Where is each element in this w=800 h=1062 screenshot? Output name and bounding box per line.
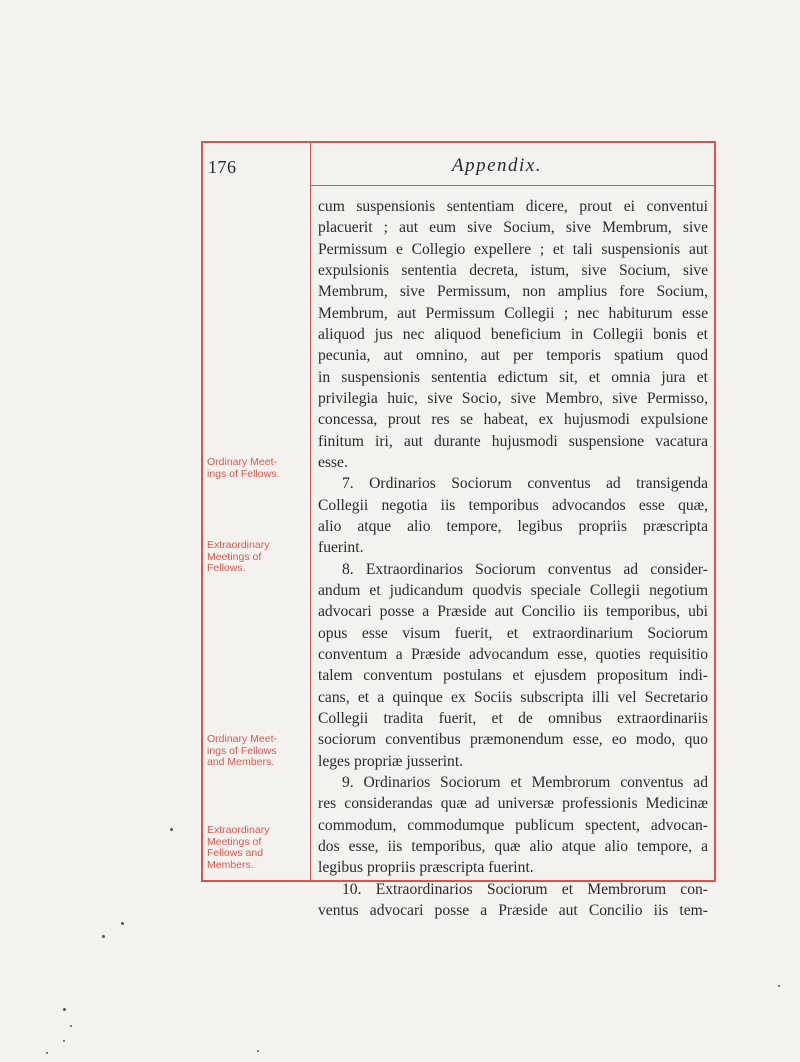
sidenote-line: Ordinary Meet- bbox=[207, 733, 278, 745]
sidenote-line: Fellows and bbox=[207, 847, 264, 859]
text-line: aliquod jus nec aliquod beneficium in Collegii bonis et bbox=[318, 325, 708, 343]
sidenote-line: ings of Fellows bbox=[207, 744, 277, 757]
text-line: Membrum, aut Permissum Collegii ; nec habiturum esse bbox=[318, 304, 708, 322]
sidenote-line: Members. bbox=[207, 858, 254, 871]
running-head: Appendix. bbox=[452, 155, 543, 176]
sidenote-line: Meetings of bbox=[207, 550, 262, 563]
text-line: andum et judicandum quodvis speciale Collegii negotium bbox=[318, 581, 708, 599]
text-line: sociorum conventibus præmonendum esse, eo modo, quo bbox=[318, 731, 708, 749]
paper-speck bbox=[63, 1008, 66, 1011]
text-line: finitum iri, aut durante hujusmodi suspensione vacatura bbox=[318, 432, 708, 450]
text-line: cum suspensionis sententiam dicere, prout ei conventui bbox=[318, 198, 708, 215]
text-line: Collegii negotia iis temporibus advocandos esse quæ, bbox=[318, 496, 708, 514]
sidenote-extraordinary-meetings-fellows-members bbox=[207, 825, 307, 871]
paper-speck bbox=[46, 1052, 48, 1054]
text-line: talem conventum postulans et ejusdem propositum indi- bbox=[318, 667, 708, 685]
text-line: fuerint. bbox=[318, 539, 364, 557]
paper-speck bbox=[257, 1050, 259, 1052]
text-line: in suspensionis sententia edictum sit, et omnia jura et bbox=[318, 368, 708, 386]
sidenote-line: Meetings of bbox=[207, 835, 262, 848]
paper-speck bbox=[121, 922, 124, 925]
margin-divider-line bbox=[310, 141, 311, 882]
text-line: leges propriæ jusserint. bbox=[318, 752, 464, 770]
text-line: conventum a Præside advocandum esse, quoties requisitio bbox=[318, 645, 708, 663]
text-line: Collegii tradita fuerit, et de omnibus extraordinariis bbox=[318, 709, 708, 727]
text-line: expulsionis sententia decreta, istum, sive Socium, sive bbox=[318, 261, 708, 279]
text-line: advocari posse a Præside aut Concilio iis temporibus, ubi bbox=[318, 603, 708, 621]
paper-speck bbox=[102, 935, 105, 938]
sidenote-line: Extraordinary bbox=[207, 824, 270, 836]
sidenote-line: and Members. bbox=[207, 756, 275, 768]
page-number: 176 bbox=[208, 157, 237, 177]
paper-speck bbox=[170, 828, 173, 831]
text-line: opus esse visum fuerit, et extraordinarium Sociorum bbox=[318, 624, 708, 642]
text-line: alio atque alio tempore, legibus propriis præscripta bbox=[318, 517, 708, 535]
text-line: pecunia, aut omnino, aut per temporis spatium quod bbox=[318, 347, 708, 365]
paragraph-8-start: 8. Extraordinarios Sociorum conventus ad consider- bbox=[342, 560, 708, 578]
header-rule bbox=[310, 185, 716, 186]
paper-speck bbox=[70, 1025, 72, 1027]
sidenote-line: Fellows. bbox=[207, 562, 246, 574]
text-line: Membrum, sive Permissum, non amplius fore Socium, bbox=[318, 283, 708, 301]
paper-speck bbox=[63, 1040, 65, 1042]
paragraph-9-start: 9. Ordinarios Sociorum et Membrorum conventus ad bbox=[342, 773, 708, 791]
text-line: cans, et a quinque ex Sociis subscripta illi vel Secretario bbox=[318, 688, 708, 706]
paragraph-10-start: 10. Extraordinarios Sociorum et Membrorum con- bbox=[342, 880, 708, 898]
sidenote-ordinary-meetings-fellows-members bbox=[207, 734, 307, 769]
sidenote-extraordinary-meetings-fellows bbox=[207, 540, 307, 575]
sidenote-ordinary-meetings-fellows bbox=[207, 457, 307, 480]
text-line: esse. bbox=[318, 453, 348, 471]
text-line: privilegia huic, sive Socio, sive Membro, sive Permisso, bbox=[318, 389, 708, 407]
text-line: placuerit ; aut eum sive Socium, sive Membrum, sive bbox=[318, 219, 708, 237]
paragraph-7-start: 7. Ordinarios Sociorum conventus ad transigenda bbox=[342, 475, 708, 493]
text-line: commodum, commodumque publicum spectent, advocan- bbox=[318, 816, 708, 834]
sidenote-line: Ordinary Meet- bbox=[207, 456, 278, 468]
text-line: dos esse, iis temporibus, quæ alio atque alio tempore, a bbox=[318, 837, 708, 855]
body-text bbox=[318, 196, 708, 921]
text-line: Permissum e Collegio expellere ; et tali suspensionis aut bbox=[318, 240, 708, 258]
sidenote-line: Extraordinary bbox=[207, 539, 270, 551]
sidenote-line: ings of Fellows. bbox=[207, 467, 280, 480]
text-line: ventus advocari posse a Præside aut Concilio iis tem- bbox=[318, 901, 708, 919]
text-line: concessa, prout res se habeat, ex hujusmodi expulsione bbox=[318, 411, 708, 429]
paper-speck bbox=[778, 985, 780, 987]
text-line: res considerandas quæ ad universæ professionis Medicinæ bbox=[318, 795, 708, 813]
text-line: legibus propriis præscripta fuerint. bbox=[318, 859, 534, 877]
